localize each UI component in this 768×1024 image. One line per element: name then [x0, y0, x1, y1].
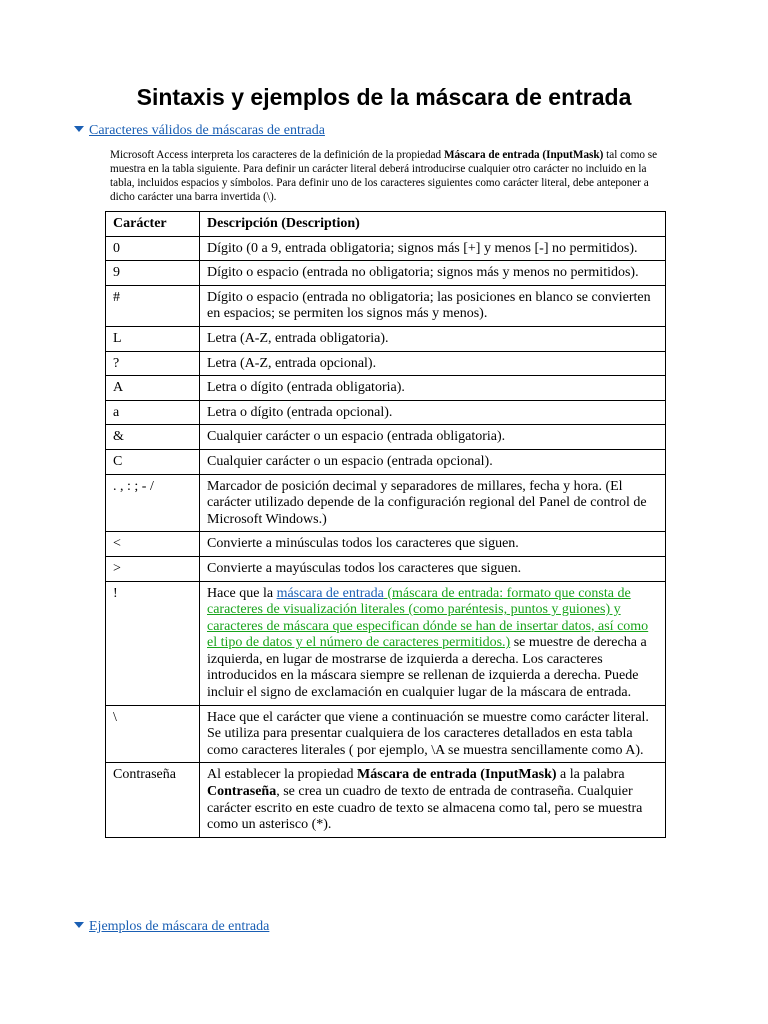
section-link-valid-chars[interactable]: Caracteres válidos de máscaras de entrada: [89, 123, 325, 138]
description-cell: Letra o dígito (entrada opcional).: [200, 400, 666, 425]
character-cell: 9: [106, 261, 200, 286]
character-cell: \: [106, 705, 200, 763]
input-mask-link[interactable]: máscara de entrada: [276, 585, 384, 601]
character-cell: ?: [106, 351, 200, 376]
table-row: [106, 556, 666, 581]
column-header-description: Descripción (Description): [200, 212, 666, 237]
character-cell: a: [106, 400, 200, 425]
character-cell: A: [106, 376, 200, 401]
description-cell: Convierte a minúsculas todos los caracteres que siguen.: [200, 532, 666, 557]
description-cell: Dígito o espacio (entrada no obligatoria; signos más y menos no permitidos).: [200, 261, 666, 286]
table-row: [106, 705, 666, 763]
character-cell: >: [106, 556, 200, 581]
description-cell: Marcador de posición decimal y separadores de millares, fecha y hora. (El carácter utilizado depende de la configuración regional del Panel de control de Microsoft Windows.): [200, 474, 666, 532]
description-cell: Cualquier carácter o un espacio (entrada opcional).: [200, 449, 666, 474]
table-body: [106, 236, 666, 581]
table-header-row: [106, 212, 666, 237]
expand-triangle-icon[interactable]: [74, 126, 84, 132]
expand-triangle-icon[interactable]: [74, 922, 84, 928]
character-cell: !: [106, 581, 200, 705]
section-toggle-valid-chars[interactable]: [74, 122, 325, 140]
table-row: [106, 351, 666, 376]
description-cell: Dígito (0 a 9, entrada obligatoria; signos más [+] y menos [-] no permitidos).: [200, 236, 666, 261]
table-row: [106, 261, 666, 286]
description-cell: Convierte a mayúsculas todos los caracteres que siguen.: [200, 556, 666, 581]
table-row: [106, 326, 666, 351]
column-header-character: Carácter: [106, 212, 200, 237]
table-row: [106, 285, 666, 326]
intro-paragraph: Microsoft Access interpreta los caracteres de la definición de la propiedad Máscara de entrada (InputMask) tal como se muestra en la tabla siguiente. Para definir un carácter literal deberá introducirse cualquier otro carácter no incluido en la tabla, incluidos espacios y símbolos. Para definir uno de los caracteres siguientes como carácter literal, debe anteponer a dicho carácter una barra invertida (\).: [110, 149, 658, 203]
table-row: [106, 763, 666, 837]
character-cell: L: [106, 326, 200, 351]
description-cell: Al establecer la propiedad Máscara de entrada (InputMask) a la palabra Contraseña, se crea un cuadro de texto de entrada de contraseña. Cualquier carácter escrito en este cuadro de texto se almacena como tal, pero se muestra como un asterisco (*).: [200, 763, 666, 837]
property-name: Máscara de entrada (InputMask): [443, 149, 604, 161]
description-cell: Letra (A-Z, entrada opcional).: [200, 351, 666, 376]
section-toggle-examples[interactable]: [74, 918, 269, 936]
table-row: [106, 474, 666, 532]
description-cell: Cualquier carácter o un espacio (entrada obligatoria).: [200, 425, 666, 450]
character-cell: . , : ; - /: [106, 474, 200, 532]
character-cell: #: [106, 285, 200, 326]
table-row: [106, 400, 666, 425]
description-cell: Dígito o espacio (entrada no obligatoria; las posiciones en blanco se convierten en espacios; se permiten los signos más y menos).: [200, 285, 666, 326]
description-cell: Hace que la máscara de entrada (máscara de entrada: formato que consta de caracteres de visualización literales (como paréntesis, puntos y guiones) y caracteres de máscara que especifican dónde se han de insertar datos, así como el tipo de datos y el número de caracteres permitidos.) se muestre de derecha a izquierda, en lugar de mostrarse de izquierda a derecha. Los caracteres introducidos en la máscara siempre se rellenan de izquierda a derecha. Puede incluir el signo de exclamación en cualquier lugar de la máscara de entrada.: [200, 581, 666, 705]
glossary-definition-link[interactable]: (máscara de entrada: formato que consta de caracteres de visualización literales (como paréntesis, puntos y guiones) y caracteres de máscara que especifican dónde se han de insertar datos, así como el tipo de datos y el número de caracteres permitidos.): [207, 585, 649, 651]
page-title: Sintaxis y ejemplos de la máscara de entrada: [136, 84, 632, 110]
table-row: [106, 581, 666, 705]
table-body-special: [106, 581, 666, 837]
description-cell: Letra (A-Z, entrada obligatoria).: [200, 326, 666, 351]
table-row: [106, 532, 666, 557]
mask-characters-table: [105, 211, 666, 838]
description-cell: Hace que el carácter que viene a continuación se muestre como carácter literal. Se utiliza para presentar cualquiera de los caracteres detallados en esta tabla como caracteres literales ( por ejemplo, \A se muestra sencillamente como A).: [200, 705, 666, 763]
table-row: [106, 425, 666, 450]
description-cell: Letra o dígito (entrada obligatoria).: [200, 376, 666, 401]
table-row: [106, 376, 666, 401]
character-cell: C: [106, 449, 200, 474]
character-cell: &: [106, 425, 200, 450]
character-cell: 0: [106, 236, 200, 261]
character-cell: <: [106, 532, 200, 557]
section-link-examples[interactable]: Ejemplos de máscara de entrada: [89, 919, 270, 934]
character-cell: Contraseña: [106, 763, 200, 837]
table-row: [106, 236, 666, 261]
table-row: [106, 449, 666, 474]
